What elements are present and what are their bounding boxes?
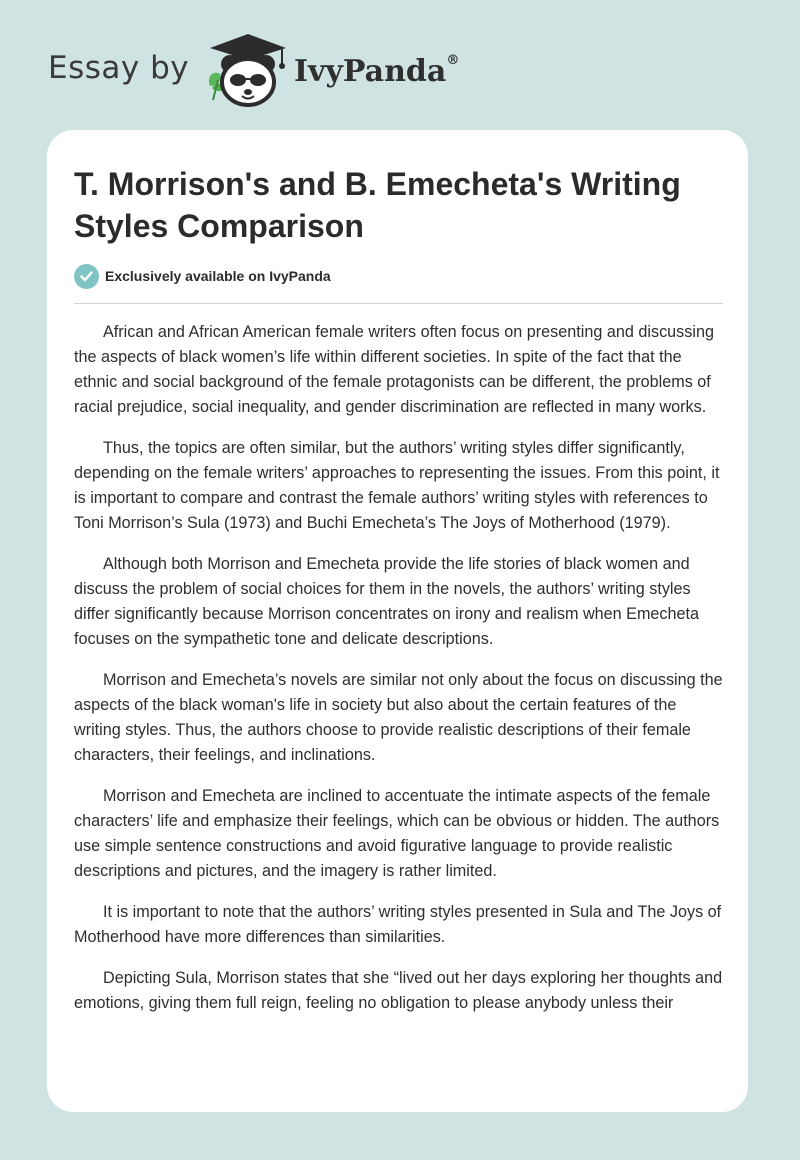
trademark-symbol: ®	[446, 53, 460, 68]
essay-by-label: Essay by	[48, 50, 190, 86]
page-title: T. Morrison's and B. Emecheta's Writing Styles Comparison	[74, 166, 681, 244]
paragraph: Morrison and Emecheta’s novels are similar not only about the focus on discussing the aspects of the black woman's life in society but also about the certain features of the writing styles. Thus, the authors choose to provide realistic descriptions of their female characters, their feelings, and inclinations.	[74, 671, 723, 764]
brand-name[interactable]	[294, 54, 459, 89]
article-body	[74, 320, 726, 1032]
article-card	[47, 130, 748, 1112]
paragraph: Morrison and Emecheta are inclined to accentuate the intimate aspects of the female characters’ life and emphasize their feelings, which can be obvious or hidden. The authors use simple sentence constructions and avoid figurative language to provide realistic descriptions and pictures, and the imagery is rather limited.	[74, 787, 720, 880]
site-header	[48, 30, 768, 110]
paragraph: Thus, the topics are often similar, but the authors’ writing styles differ significantly, depending on the female writers’ approaches to representing the issues. From this point, it is important to compare and contrast the female authors’ writing styles with references to Toni Morrison’s Sula (1973) and Buchi Emecheta’s The Joys of Motherhood (1979).	[74, 439, 720, 532]
paragraph: Although both Morrison and Emecheta provide the life stories of black women and discuss the problem of social choices for them in the novels, the authors’ writing styles differ significantly because Morrison concentrates on irony and realism when Emecheta focuses on the sympathetic tone and delicate descriptions.	[74, 555, 700, 648]
paragraph: African and African American female writers often focus on presenting and discussing the aspects of black women’s life within different societies. In spite of the fact that the ethnic and social background of the female protagonists can be different, the problems of racial prejudice, social inequality, and gender discrimination are reflected in many works.	[74, 323, 714, 416]
exclusive-label: Exclusively available on IvyPanda	[105, 268, 331, 284]
divider	[74, 303, 723, 304]
exclusive-badge	[74, 263, 331, 289]
panda-graduate-logo-icon[interactable]	[202, 30, 294, 110]
brand-text: IvyPanda	[294, 54, 447, 89]
paragraph: Depicting Sula, Morrison states that she “lived out her days exploring her thoughts and emotions, giving them full reign, feeling no obligation to please anybody unless their	[74, 969, 723, 1012]
check-circle-icon	[74, 264, 99, 289]
paragraph: It is important to note that the authors’ writing styles presented in Sula and The Joys of Motherhood have more differences than similarities.	[74, 903, 722, 946]
